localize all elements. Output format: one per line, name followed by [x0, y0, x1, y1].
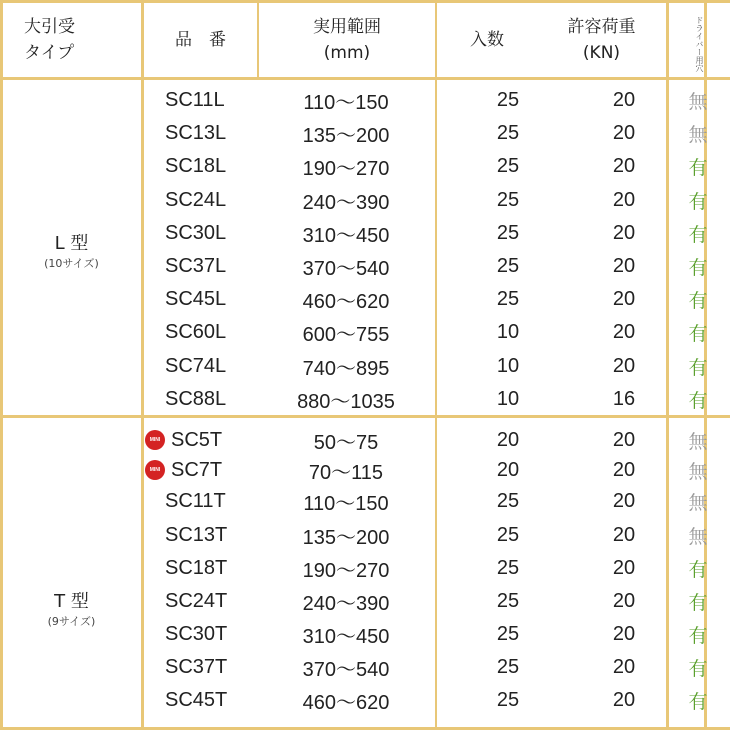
table-row: [143, 184, 729, 217]
part-number: [143, 283, 257, 316]
usable-range: 240〜390: [302, 593, 390, 615]
usable-range: 190〜270: [302, 560, 390, 582]
quantity: 25: [496, 623, 520, 645]
allowable-load: 20: [612, 89, 636, 111]
table-row: [143, 383, 729, 416]
usable-range: 460〜620: [302, 291, 390, 314]
part-number: [143, 651, 257, 684]
table-row: [143, 250, 729, 283]
driver-hole-flag: 有: [688, 290, 708, 313]
part-number-text: SC37T: [165, 656, 228, 678]
group-name-L: L 型: [54, 233, 89, 254]
allowable-load: 20: [612, 623, 636, 645]
allowable-load: 20: [612, 255, 636, 277]
header-type-line1: 大引受: [24, 17, 75, 37]
usable-range: 110〜150: [303, 92, 389, 114]
quantity: 25: [496, 255, 520, 277]
part-number-text: SC74L: [165, 354, 227, 377]
allowable-load: 20: [612, 221, 636, 244]
table-row: [143, 618, 729, 651]
header-qty: [437, 4, 537, 76]
part-number-text: SC13T: [165, 524, 228, 546]
part-number-text: SC88L: [165, 387, 227, 410]
allowable-load: 20: [612, 321, 636, 344]
usable-range: 460〜620: [302, 692, 390, 714]
part-number: [143, 684, 257, 717]
usable-range: 370〜540: [302, 659, 390, 681]
driver-hole-flag: 無: [688, 492, 708, 514]
part-number: [143, 316, 257, 349]
part-number: [143, 383, 257, 416]
driver-hole-flag: 無: [688, 91, 708, 113]
header-load-line1: 許容荷重: [567, 17, 636, 37]
part-number: [143, 117, 257, 150]
quantity: 25: [496, 557, 520, 579]
driver-hole-flag: 有: [688, 257, 708, 279]
driver-hole-flag: 有: [688, 592, 708, 614]
table-row: [143, 651, 729, 684]
driver-hole-flag: 無: [688, 460, 708, 483]
usable-range: 370〜540: [302, 258, 390, 280]
allowable-load: 20: [612, 524, 636, 546]
part-number: [143, 618, 257, 651]
usable-range: 70〜115: [308, 461, 384, 484]
allowable-load: 20: [612, 188, 636, 211]
table-row: [143, 552, 729, 585]
quantity: 25: [496, 89, 520, 111]
table-row: [143, 84, 729, 117]
driver-hole-flag: 有: [688, 356, 708, 379]
driver-hole-flag: 有: [688, 190, 708, 213]
allowable-load: 20: [612, 354, 636, 377]
quantity: 25: [496, 656, 520, 678]
allowable-load: 20: [612, 689, 636, 711]
table-row: [143, 283, 729, 316]
quantity: 20: [496, 428, 520, 451]
quantity: 25: [496, 221, 520, 244]
quantity: 25: [496, 155, 520, 178]
allowable-load: 20: [612, 590, 636, 612]
header-part: [144, 4, 257, 76]
header-part-label: 品 番: [175, 30, 226, 50]
driver-hole-flag: 有: [688, 691, 708, 713]
table-row: [143, 684, 729, 717]
quantity: 25: [496, 490, 520, 512]
part-number-text: SC18T: [165, 557, 228, 579]
allowable-load: 20: [612, 122, 636, 145]
driver-hole-flag: 有: [688, 625, 708, 647]
table-row: [143, 425, 729, 455]
mini-badge-icon: MINI: [145, 430, 165, 450]
quantity: 25: [496, 288, 520, 311]
usable-range: 50〜75: [313, 431, 379, 454]
quantity: 25: [496, 188, 520, 211]
group-name-T: T 型: [54, 591, 89, 612]
usable-range: 110〜150: [303, 493, 389, 515]
part-number: [143, 552, 257, 585]
part-number: [143, 585, 257, 618]
allowable-load: 16: [612, 387, 636, 410]
table-row: [143, 316, 729, 349]
quantity: 10: [496, 321, 520, 344]
quantity: 10: [496, 354, 520, 377]
table-row: [143, 150, 729, 183]
header-load: [537, 4, 666, 76]
part-number-text: SC13L: [165, 122, 227, 145]
allowable-load: 20: [612, 428, 636, 451]
part-number: [143, 519, 257, 552]
quantity: 25: [496, 524, 520, 546]
border-header-bottom: [0, 77, 730, 80]
part-number-text: SC37L: [165, 255, 227, 277]
usable-range: 310〜450: [302, 626, 390, 648]
border-top: [0, 0, 730, 3]
usable-range: 740〜895: [302, 357, 390, 380]
header-range: [259, 4, 435, 76]
driver-hole-flag: 無: [688, 124, 708, 147]
group-count-T: (9サイズ): [47, 615, 96, 628]
part-number-text: SC24T: [165, 590, 228, 612]
table-row: [143, 519, 729, 552]
usable-range: 310〜450: [302, 224, 390, 247]
table-row: [143, 485, 729, 518]
driver-hole-flag: 無: [688, 430, 708, 453]
part-number-text: SC24L: [165, 188, 227, 211]
driver-hole-flag: 有: [688, 658, 708, 680]
usable-range: 600〜755: [302, 324, 390, 347]
usable-range: 240〜390: [302, 191, 390, 214]
driver-hole-flag: 有: [688, 389, 708, 412]
group-count-L: (10サイズ): [44, 257, 99, 270]
part-number-text: SC30L: [165, 221, 227, 244]
allowable-load: 20: [612, 288, 636, 311]
driver-hole-flag: 有: [688, 559, 708, 581]
driver-hole-flag: 有: [688, 223, 708, 246]
allowable-load: 20: [612, 656, 636, 678]
header-type-line2: タイプ: [24, 43, 75, 63]
table-row: [143, 117, 729, 150]
part-number: [143, 84, 257, 117]
driver-hole-flag: 有: [688, 157, 708, 180]
part-number-text: SC60L: [165, 321, 227, 344]
usable-range: 190〜270: [302, 158, 390, 181]
part-number: [143, 425, 257, 455]
part-number-text: SC7T: [171, 458, 223, 481]
usable-range: 880〜1035: [297, 390, 395, 413]
quantity: 25: [496, 122, 520, 145]
quantity: 25: [496, 689, 520, 711]
part-number: [143, 350, 257, 383]
header-range-line1: 実用範囲: [313, 17, 381, 37]
table-row: [143, 585, 729, 618]
group-label-T: [0, 590, 143, 630]
quantity: 20: [496, 458, 520, 481]
header-driver-hole: [669, 3, 704, 81]
usable-range: 135〜200: [302, 527, 390, 549]
part-number: [143, 184, 257, 217]
part-number: [143, 455, 257, 485]
header-qty-label: 入数: [470, 30, 504, 50]
part-number-text: SC18L: [165, 155, 227, 178]
part-number: [143, 250, 257, 283]
quantity: 10: [496, 387, 520, 410]
part-number-text: SC45L: [165, 288, 227, 311]
part-number-text: SC11T: [165, 490, 226, 512]
header-type: [24, 4, 139, 76]
table-row: [143, 455, 729, 485]
allowable-load: 20: [612, 557, 636, 579]
group-label-L: [0, 232, 143, 272]
table-row: [143, 217, 729, 250]
allowable-load: 20: [612, 490, 636, 512]
mini-badge-icon: MINI: [145, 460, 165, 480]
part-number: [143, 217, 257, 250]
part-number: [143, 150, 257, 183]
header-range-line2: (mm): [323, 43, 371, 63]
usable-range: 135〜200: [302, 125, 390, 148]
driver-hole-flag: 有: [688, 323, 708, 346]
part-number-text: SC30T: [165, 623, 228, 645]
header-load-line2: (KN): [582, 43, 621, 63]
part-number: [143, 485, 257, 518]
header-driver-hole-label: ドライバー用穴: [695, 16, 704, 72]
allowable-load: 20: [612, 458, 636, 481]
part-number-text: SC5T: [171, 428, 223, 451]
part-number-text: SC11L: [165, 89, 225, 111]
driver-hole-flag: 無: [688, 526, 708, 548]
quantity: 25: [496, 590, 520, 612]
part-number-text: SC45T: [165, 689, 228, 711]
table-row: [143, 350, 729, 383]
allowable-load: 20: [612, 155, 636, 178]
